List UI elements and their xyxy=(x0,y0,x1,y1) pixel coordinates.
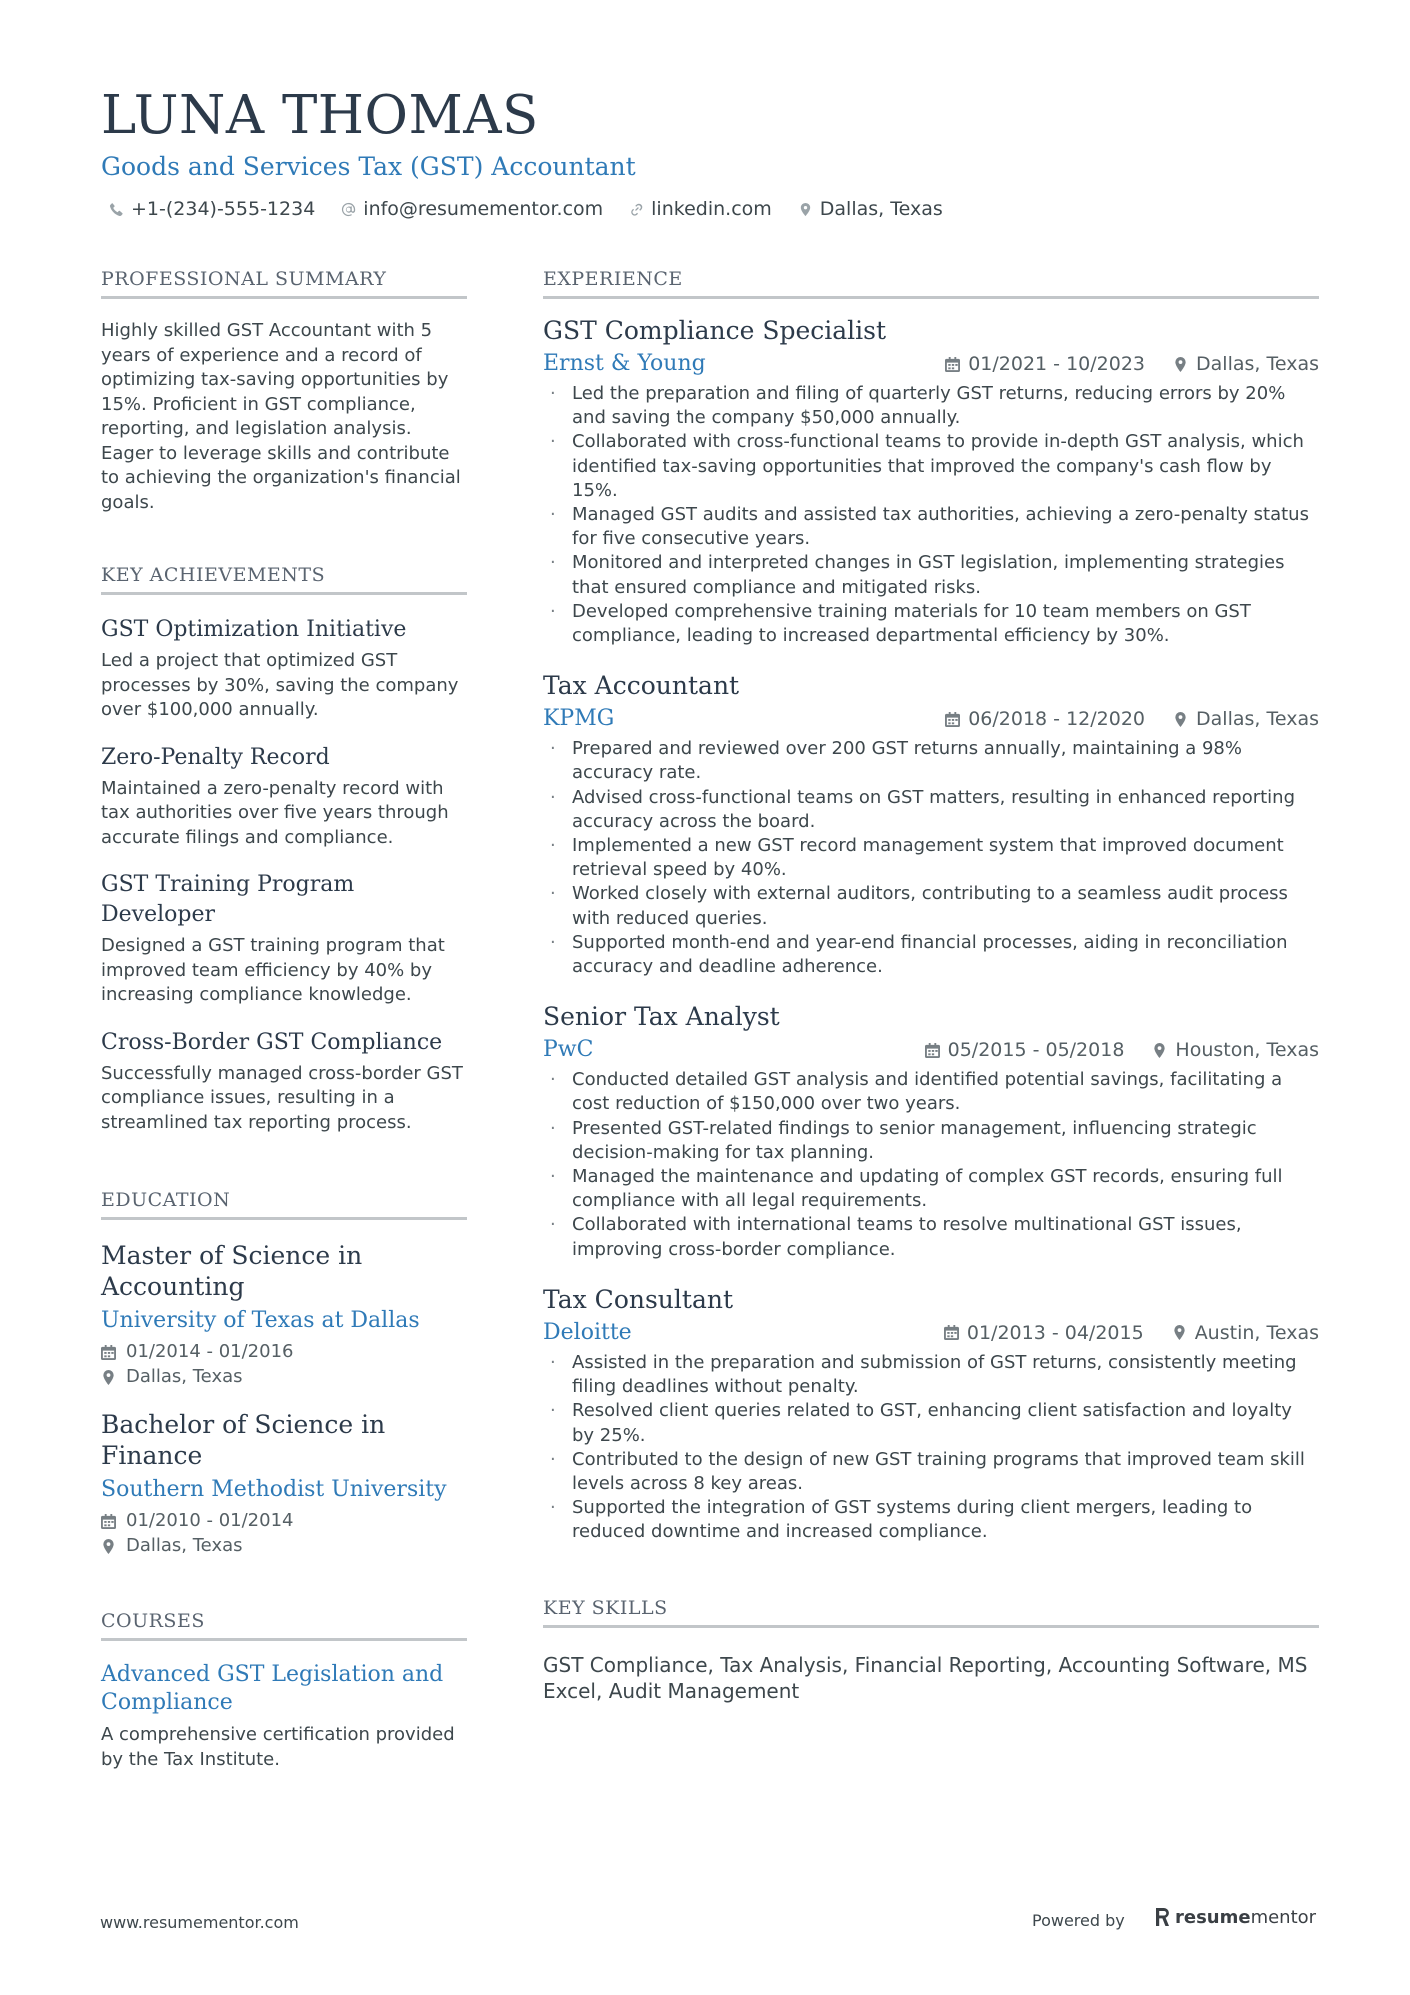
job-location: Houston, Texas xyxy=(1175,1039,1319,1062)
bullet-item: · Contributed to the design of new GST training programs that improved team skill levels across 8 key areas. xyxy=(543,1448,1319,1496)
at-icon xyxy=(341,202,356,217)
job-location: Dallas, Texas xyxy=(1196,353,1319,375)
phone-icon xyxy=(109,202,124,217)
contact-bar xyxy=(101,198,1321,220)
job-meta xyxy=(925,1039,1319,1061)
contact-email[interactable] xyxy=(341,198,603,220)
left-column xyxy=(101,268,467,1772)
section-heading: COURSES xyxy=(101,1610,467,1641)
degree: Bachelor of Science in Finance xyxy=(101,1410,386,1470)
education-item xyxy=(101,1409,467,1558)
location-icon xyxy=(1172,1325,1187,1340)
right-column xyxy=(543,268,1319,1704)
email-text: info@resumementor.com xyxy=(363,198,604,220)
bullet-item: · Supported month-end and year-end financial processes, aiding in reconciliation accuracy and deadline adherence. xyxy=(543,931,1319,979)
location-icon xyxy=(1173,712,1188,727)
job-info-row xyxy=(543,1035,1319,1065)
bullet-item: · Advised cross-functional teams on GST matters, resulting in enhanced reporting accuracy across the board. xyxy=(543,786,1319,834)
job-dates: 01/2021 - 10/2023 xyxy=(968,353,1146,375)
degree: Master of Science in Accounting xyxy=(101,1241,363,1301)
job-bullets xyxy=(543,737,1319,979)
position-title: Tax Accountant xyxy=(543,671,740,701)
brand-logo[interactable] xyxy=(1154,1906,1316,1928)
bullet-item: · Collaborated with cross-functional teams to provide in-depth GST analysis, which identified tax-saving opportunities that improved the company's cash flow by 15%. xyxy=(543,430,1319,503)
calendar-icon xyxy=(925,1043,940,1058)
bullet-item: · Collaborated with international teams to resolve multinational GST issues, improving cross-border compliance. xyxy=(543,1213,1319,1261)
school: Southern Methodist University xyxy=(101,1477,447,1502)
company-name: PwC xyxy=(543,1037,594,1063)
job-entry xyxy=(543,1001,1319,1262)
contact-phone[interactable] xyxy=(109,198,315,220)
bullet-item: · Conducted detailed GST analysis and identified potential savings, facilitating a cost reduction of $150,000 over two years. xyxy=(543,1068,1319,1116)
bullet-item: · Prepared and reviewed over 200 GST returns annually, maintaining a 98% accuracy rate. xyxy=(543,737,1319,785)
summary-section xyxy=(101,268,467,515)
footer-url[interactable]: www.resumementor.com xyxy=(100,1913,299,1932)
company-name: KPMG xyxy=(543,706,615,732)
achievement-text: Successfully managed cross-border GST compliance issues, resulting in a streamlined tax reporting process. xyxy=(101,1062,463,1133)
job-meta xyxy=(945,708,1319,730)
job-location: Dallas, Texas xyxy=(1196,708,1319,731)
bullet-item: · Developed comprehensive training materials for 10 team members on GST compliance, leading to increased departmental efficiency by 30%. xyxy=(543,600,1319,648)
achievement-item xyxy=(101,615,467,723)
candidate-name: LUNA THOMAS xyxy=(101,85,539,146)
resumementor-logo-icon xyxy=(1154,1906,1171,1928)
location-icon xyxy=(1152,1043,1167,1058)
course-text: A comprehensive certification provided by the Tax Institute. xyxy=(101,1724,455,1770)
courses-section xyxy=(101,1610,467,1772)
bullet-item: · Implemented a new GST record management system that improved document retrieval speed by 40%. xyxy=(543,834,1319,882)
phone-text: +1-(234)-555-1234 xyxy=(131,198,316,220)
link-icon xyxy=(629,202,644,217)
bullet-item: · Managed the maintenance and updating of complex GST records, ensuring full compliance with all legal requirements. xyxy=(543,1165,1319,1213)
education-location xyxy=(101,1534,467,1558)
job-meta xyxy=(944,1322,1319,1344)
education-item xyxy=(101,1240,467,1389)
achievement-title: Cross-Border GST Compliance xyxy=(101,1029,443,1055)
location-icon xyxy=(101,1370,116,1385)
achievement-title: Zero-Penalty Record xyxy=(101,744,330,770)
brand-light: mentor xyxy=(1250,1906,1317,1928)
section-heading: KEY SKILLS xyxy=(543,1597,1319,1628)
achievements-section xyxy=(101,564,467,1135)
course-item xyxy=(101,1661,467,1772)
achievement-text: Maintained a zero-penalty record with tax authorities over five years through accurate filings and compliance. xyxy=(101,777,449,848)
calendar-icon xyxy=(945,357,960,372)
calendar-icon xyxy=(101,1345,116,1360)
location-text: Dallas, Texas xyxy=(819,198,943,220)
linkedin-text: linkedin.com xyxy=(651,198,772,220)
job-entry xyxy=(543,315,1319,648)
bullet-item: · Monitored and interpreted changes in GST legislation, implementing strategies that ensured compliance and mitigated risks. xyxy=(543,551,1319,599)
job-info-row xyxy=(543,1318,1319,1348)
job-bullets xyxy=(543,382,1319,648)
location-text: Dallas, Texas xyxy=(126,1535,243,1556)
experience-section xyxy=(543,268,1319,1545)
bullet-item: · Presented GST-related findings to senior management, influencing strategic decision-making for tax planning. xyxy=(543,1117,1319,1165)
company-name: Ernst & Young xyxy=(543,351,706,376)
job-dates: 05/2015 - 05/2018 xyxy=(947,1039,1125,1062)
job-location: Austin, Texas xyxy=(1194,1321,1319,1344)
bullet-item: · Led the preparation and filing of quarterly GST returns, reducing errors by 20% and saving the company $50,000 annually. xyxy=(543,382,1319,430)
achievement-text: Led a project that optimized GST processes by 30%, saving the company over $100,000 annually. xyxy=(101,650,459,720)
powered-by-label: Powered by xyxy=(1032,1911,1125,1930)
job-meta xyxy=(945,353,1319,375)
location-icon xyxy=(798,202,813,217)
calendar-icon xyxy=(944,1325,959,1340)
dates-text: 01/2010 - 01/2014 xyxy=(126,1510,294,1531)
bullet-item: · Resolved client queries related to GST, enhancing client satisfaction and loyalty by 25%. xyxy=(543,1399,1319,1447)
location-text: Dallas, Texas xyxy=(126,1366,243,1387)
job-title: Goods and Services Tax (GST) Accountant xyxy=(101,152,636,181)
dates-text: 01/2014 - 01/2016 xyxy=(126,1341,294,1362)
job-dates: 06/2018 - 12/2020 xyxy=(968,708,1146,731)
contact-location xyxy=(798,198,943,220)
resume-header xyxy=(101,84,1321,220)
job-bullets xyxy=(543,1351,1319,1545)
position-title: Senior Tax Analyst xyxy=(543,1002,780,1032)
school: University of Texas at Dallas xyxy=(101,1308,420,1333)
section-heading: EXPERIENCE xyxy=(543,268,1319,299)
course-title: Advanced GST Legislation and Compliance xyxy=(101,1662,444,1715)
location-icon xyxy=(101,1539,116,1554)
achievement-item xyxy=(101,743,467,851)
job-bullets xyxy=(543,1068,1319,1262)
achievement-item xyxy=(101,1028,467,1136)
job-entry xyxy=(543,1284,1319,1545)
achievement-item xyxy=(101,870,467,1008)
company-name: Deloitte xyxy=(543,1319,632,1345)
bullet-item: · Managed GST audits and assisted tax authorities, achieving a zero-penalty status for five consecutive years. xyxy=(543,503,1319,551)
section-heading: KEY ACHIEVEMENTS xyxy=(101,564,467,595)
job-info-row xyxy=(543,349,1319,379)
calendar-icon xyxy=(101,1514,116,1529)
education-section xyxy=(101,1189,467,1558)
education-location xyxy=(101,1365,467,1389)
bullet-item: · Assisted in the preparation and submission of GST returns, consistently meeting filing deadlines without penalty. xyxy=(543,1351,1319,1399)
education-dates xyxy=(101,1509,467,1533)
location-icon xyxy=(1173,357,1188,372)
achievement-text: Designed a GST training program that improved team efficiency by 40% by increasing compliance knowledge. xyxy=(101,935,445,1005)
position-title: GST Compliance Specialist xyxy=(543,316,887,345)
job-dates: 01/2013 - 04/2015 xyxy=(966,1321,1144,1344)
section-heading: EDUCATION xyxy=(101,1189,467,1220)
summary-text: Highly skilled GST Accountant with 5 years of experience and a record of optimizing tax-saving opportunities by 15%. Proficient in GST compliance, reporting, and legislation analysis. Eager to leverage skills and contribute to achieving the organization's financial goals. xyxy=(101,320,461,513)
calendar-icon xyxy=(945,712,960,727)
bullet-item: · Supported the integration of GST systems during client mergers, leading to reduced downtime and increased compliance. xyxy=(543,1496,1319,1544)
skills-text: GST Compliance, Tax Analysis, Financial Reporting, Accounting Software, MS Excel, Audit Management xyxy=(543,1652,1308,1703)
brand-bold: resume xyxy=(1175,1906,1251,1928)
skills-section xyxy=(543,1597,1319,1704)
section-heading: PROFESSIONAL SUMMARY xyxy=(101,268,467,299)
education-dates xyxy=(101,1340,467,1364)
position-title: Tax Consultant xyxy=(543,1284,733,1314)
job-info-row xyxy=(543,704,1319,734)
contact-linkedin[interactable] xyxy=(629,198,772,220)
achievement-title: GST Optimization Initiative xyxy=(101,617,407,642)
achievement-title: GST Training Program Developer xyxy=(101,872,355,927)
job-entry xyxy=(543,670,1319,979)
bullet-item: · Worked closely with external auditors, contributing to a seamless audit process with reduced queries. xyxy=(543,882,1319,930)
